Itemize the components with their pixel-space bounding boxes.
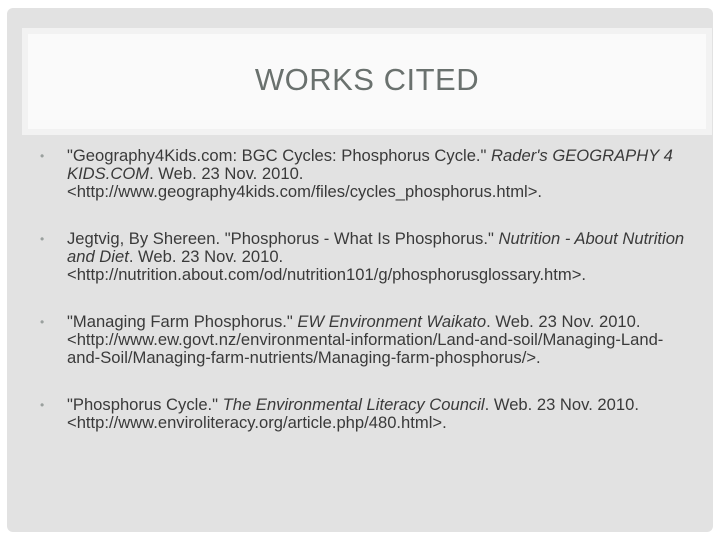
reference-text: Jegtvig, By Shereen. "Phosphorus - What Is Phosphorus." — [67, 229, 499, 248]
reference-item — [40, 230, 695, 284]
reference-source-title: Rader's GEOGRAPHY 4 KIDS.COM — [67, 146, 673, 183]
reference-text: . Web. 23 Nov. 2010. <http://www.geography4kids.com/files/cycles_phosphorus.html>. — [67, 164, 543, 201]
slide — [7, 8, 713, 532]
bullet-icon: • — [40, 149, 45, 163]
reference-text: . Web. 23 Nov. 2010. <http://www.enviroliteracy.org/article.php/480.html>. — [67, 395, 639, 432]
reference-item — [40, 396, 695, 432]
reference-text: "Phosphorus Cycle." — [67, 395, 223, 414]
title-box — [22, 28, 712, 135]
bullet-icon: • — [40, 315, 45, 329]
reference-source-title: The Environmental Literacy Council — [222, 395, 485, 414]
references-list — [40, 147, 695, 461]
bullet-icon: • — [40, 398, 45, 412]
reference-item — [40, 147, 695, 201]
reference-text: "Geography4Kids.com: BGC Cycles: Phosphorus Cycle." — [67, 146, 492, 165]
reference-text: . Web. 23 Nov. 2010. <http://nutrition.about.com/od/nutrition101/g/phosphorusglossary.htm>. — [67, 247, 587, 284]
reference-text: . Web. 23 Nov. 2010. <http://www.ew.govt.nz/environmental-information/Land-and-soil/Managing-Land-and-Soil/Managing-farm-nutrients/Managing-farm-phosphorus/>. — [67, 312, 664, 367]
reference-source-title: EW Environment Waikato — [297, 312, 487, 331]
reference-text: "Managing Farm Phosphorus." — [67, 312, 298, 331]
reference-item — [40, 313, 695, 367]
reference-source-title: Nutrition - About Nutrition and Diet — [67, 229, 685, 266]
slide-title: WORKS CITED — [254, 62, 480, 97]
bullet-icon: • — [40, 232, 45, 246]
